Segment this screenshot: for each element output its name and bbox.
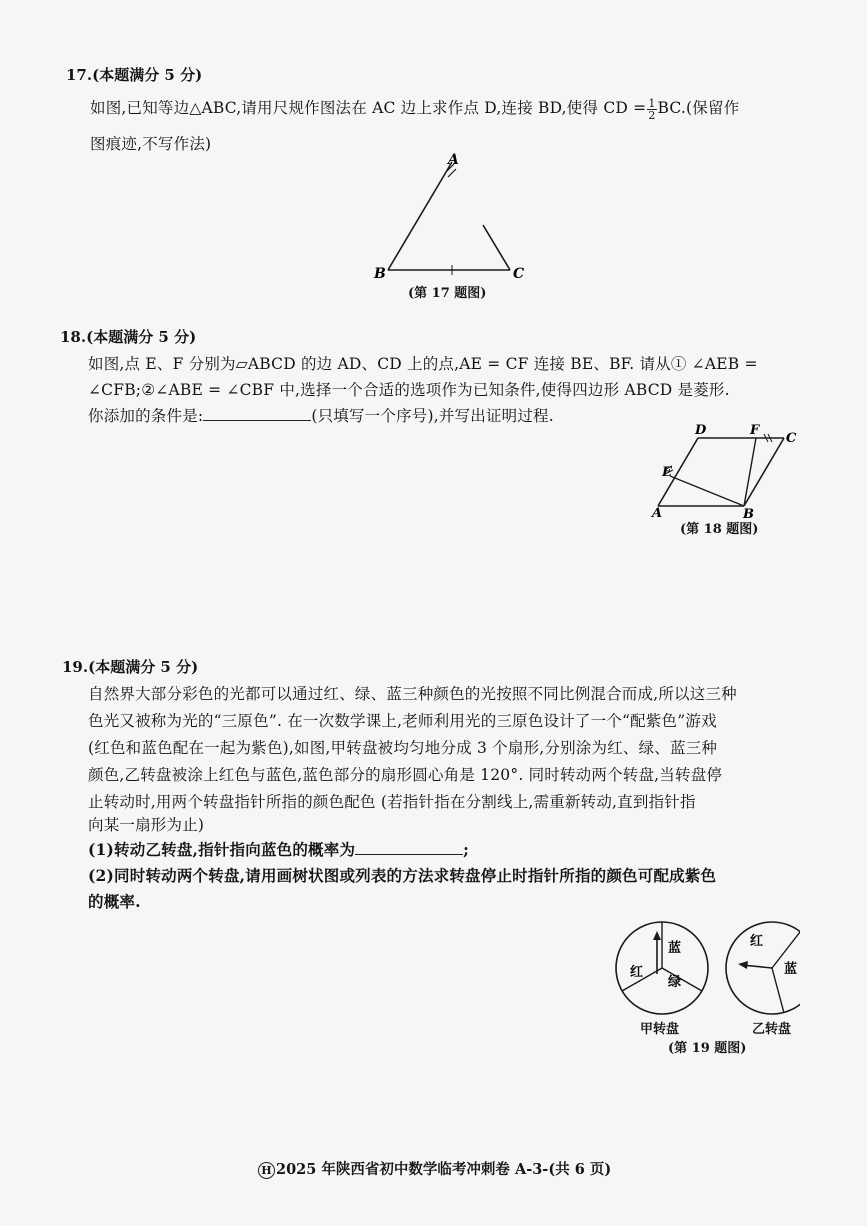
q17-line-2: 图痕迹,不写作法) bbox=[90, 135, 212, 153]
q18-label-E: E bbox=[662, 465, 672, 480]
q17-heading: 17.(本题满分 5 分) bbox=[66, 66, 203, 84]
q19-sub-1 bbox=[88, 838, 469, 860]
page-footer bbox=[258, 1158, 611, 1179]
q18-label-A: A bbox=[652, 506, 663, 520]
circled-h-mark: H bbox=[258, 1162, 275, 1179]
q18-label-F: F bbox=[750, 423, 760, 438]
q17-label-A: A bbox=[448, 152, 459, 168]
wheel-jia-name: 甲转盘 bbox=[640, 1022, 680, 1037]
q19-line-6: 向某一扇形为止) bbox=[88, 816, 205, 834]
q19-sub-1-post: ; bbox=[463, 840, 470, 859]
q17-caption: (第 17 题图) bbox=[408, 286, 487, 301]
q19-caption: (第 19 题图) bbox=[668, 1041, 747, 1056]
wheel-yi-blue-label: 蓝 bbox=[784, 962, 798, 977]
q18-line-2: ∠CFB;②∠ABE = ∠CBF 中,选择一个合适的选项作为已知条件,使得四边形 ABCD 是菱形. bbox=[88, 381, 730, 399]
q19-line-5: 止转动时,用两个转盘指针所指的颜色配色 (若指针指在分割线上,需重新转动,直到指针指 bbox=[88, 793, 696, 811]
q18-heading: 18.(本题满分 5 分) bbox=[60, 328, 197, 346]
wheel-jia bbox=[612, 918, 712, 1018]
q18-line-3-pre: 你添加的条件是: bbox=[88, 407, 204, 425]
q19-heading: 19.(本题满分 5 分) bbox=[62, 658, 199, 676]
q18-label-B: B bbox=[743, 507, 754, 520]
wheel-jia-red-label: 红 bbox=[630, 965, 644, 980]
wheel-jia-blue-label: 蓝 bbox=[668, 941, 682, 956]
q18-label-C: C bbox=[786, 431, 797, 446]
q19-sub-2-line-1: (2)同时转动两个转盘,请用画树状图或列表的方法求转盘停止时指针所指的颜色可配成紫色 bbox=[88, 866, 717, 885]
q18-label-D: D bbox=[695, 423, 707, 438]
q18-line-3 bbox=[88, 404, 554, 426]
q17-label-C: C bbox=[513, 266, 525, 282]
q18-line-1: 如图,点 E、F 分别为▱ABCD 的边 AD、CD 上的点,AE = CF 连接 BE、BF. 请从① ∠AEB = bbox=[88, 355, 758, 373]
q19-sub-2-line-2: 的概率. bbox=[88, 892, 141, 911]
q17-label-B: B bbox=[374, 266, 386, 282]
q18-line-3-post: (只填写一个序号),并写出证明过程. bbox=[311, 407, 554, 425]
q17-line-1-post: BC.(保留作 bbox=[657, 99, 740, 117]
q18-answer-blank[interactable] bbox=[203, 420, 311, 421]
q17-line-1 bbox=[90, 96, 739, 121]
q19-line-3: (红色和蓝色配在一起为紫色),如图,甲转盘被均匀地分成 3 个扇形,分别涂为红、绿、蓝三种 bbox=[88, 739, 718, 757]
q19-line-2: 色光又被称为光的“三原色”. 在一次数学课上,老师利用光的三原色设计了一个“配紫色”游戏 bbox=[88, 712, 717, 730]
fraction-one-half: $\frac{1}{2}$ bbox=[648, 96, 656, 122]
wheel-yi-name: 乙转盘 bbox=[752, 1022, 792, 1037]
q19-sub-1-pre: (1)转动乙转盘,指针指向蓝色的概率为 bbox=[88, 840, 356, 859]
q18-caption: (第 18 题图) bbox=[680, 522, 759, 537]
q19-answer-blank[interactable] bbox=[355, 854, 463, 855]
q17-line-1-pre: 如图,已知等边△ABC,请用尺规作图法在 AC 边上求作点 D,连接 BD,使得 CD = bbox=[90, 99, 647, 117]
wheel-jia-green-label: 绿 bbox=[668, 975, 682, 990]
footer-text: 2025 年陕西省初中数学临考冲刺卷 A-3-(共 6 页) bbox=[276, 1161, 612, 1178]
q17-triangle-figure bbox=[370, 150, 540, 285]
wheel-yi bbox=[722, 918, 800, 1018]
q19-line-1: 自然界大部分彩色的光都可以通过红、绿、蓝三种颜色的光按照不同比例混合而成,所以这三种 bbox=[88, 685, 737, 703]
q19-line-4: 颜色,乙转盘被涂上红色与蓝色,蓝色部分的扇形圆心角是 120°. 同时转动两个转盘,当转盘停 bbox=[88, 766, 723, 784]
wheel-yi-red-label: 红 bbox=[750, 934, 764, 949]
q18-parallelogram-figure bbox=[640, 420, 800, 520]
